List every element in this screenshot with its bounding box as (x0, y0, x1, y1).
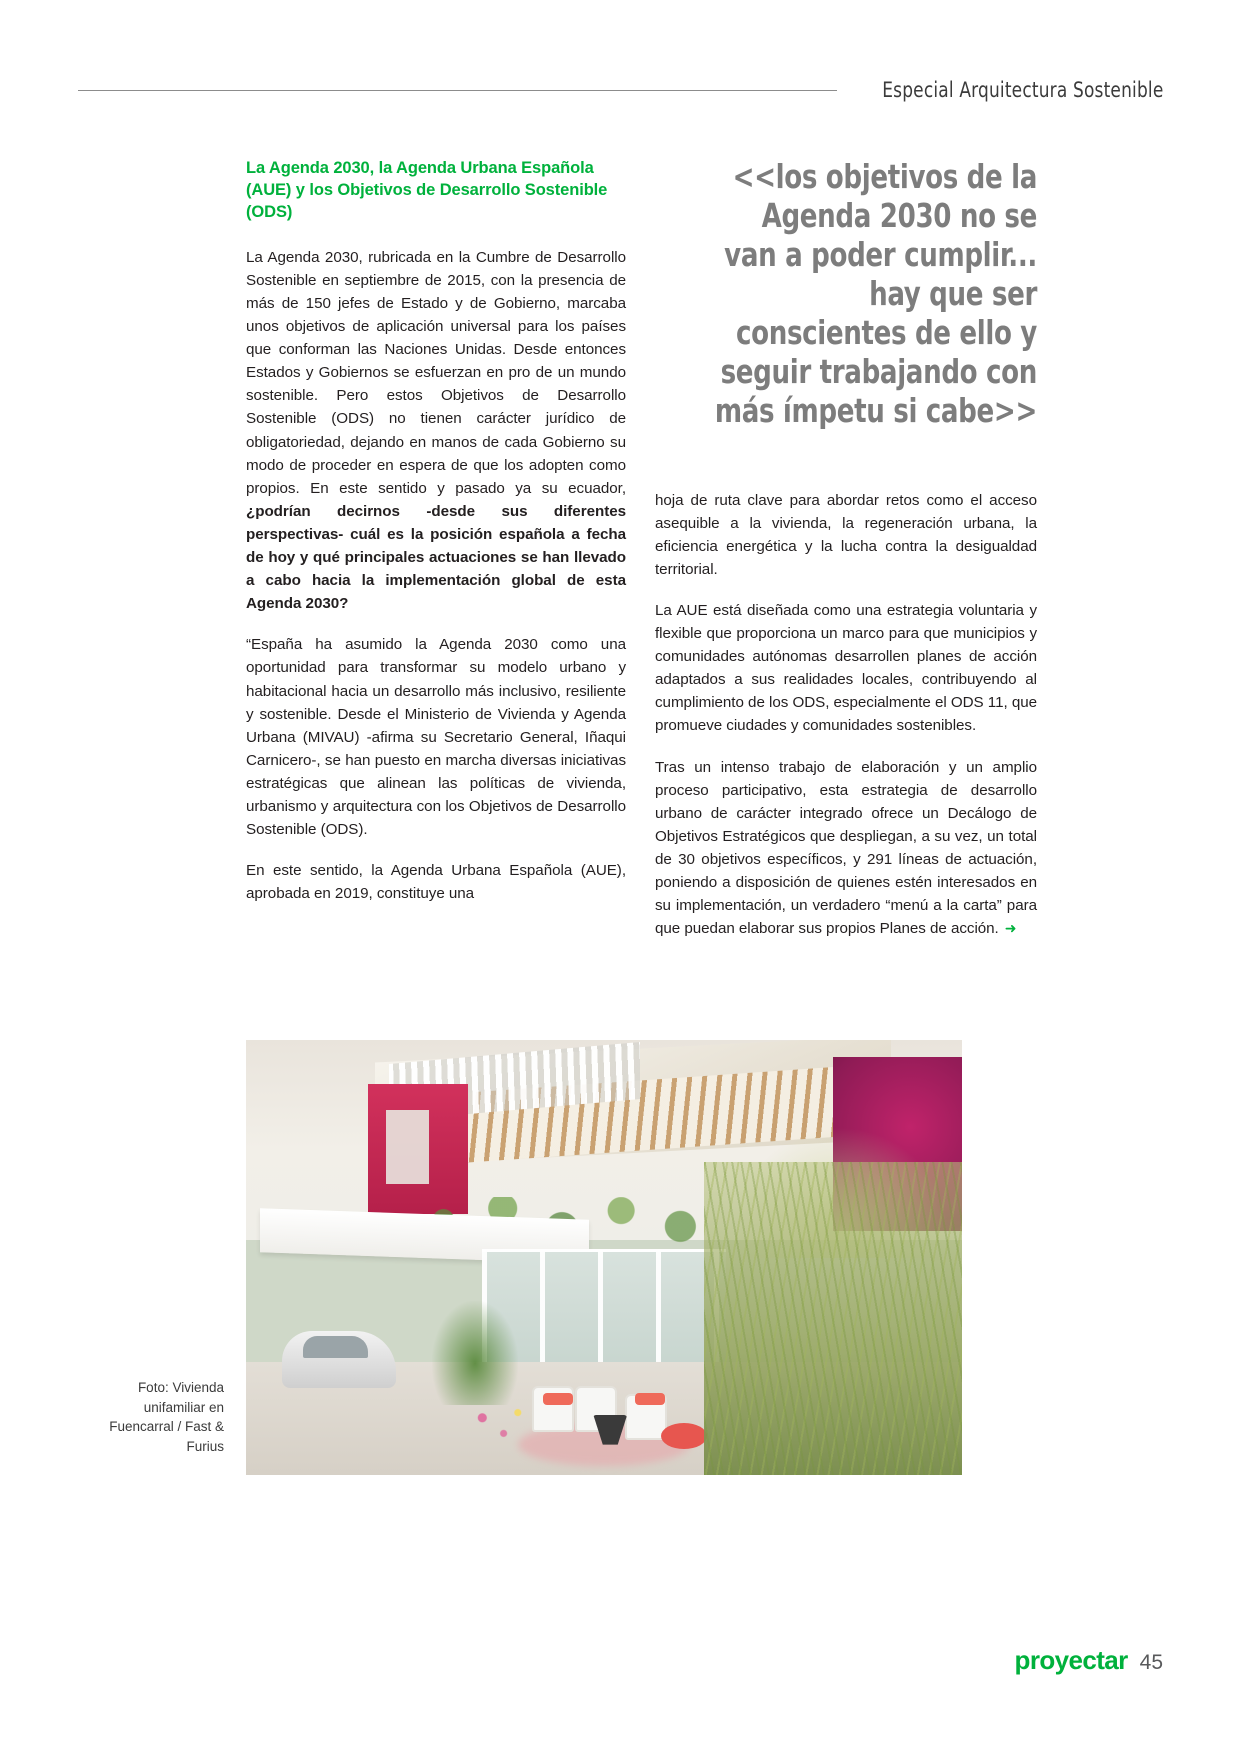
paragraph-answer-5 (655, 756, 1037, 941)
paragraph-question-text: La Agenda 2030, rubricada en la Cumbre de Desarrollo Sostenible en septiembre de 2015, con la presencia de más de 150 jefes de Estado y de Gobierno, marcaba unos objetivos de aplicación universal para los países que conforman las Naciones Unidas. Desde entonces Estados y Gobiernos se esfuerzan en pro de un mundo sostenible. Pero estos Objetivos de Desarrollo Sostenible (ODS) no tienen carácter jurídico de obligatoriedad, dejando en manos de cada Gobierno su modo de proceder en espera de que los adopten como propios. En este sentido y pasado ya su ecuador, (246, 248, 626, 497)
photo-ornamental-grasses (704, 1162, 962, 1475)
section-title: Especial Arquitectura Sostenible (881, 78, 1163, 102)
paragraph-question-highlight: ¿podrían decirnos -desde sus diferentes perspectivas- cuál es la posición española a fecha de hoy y qué principales actuaciones se han llevado a cabo hacia la implementación global de esta Agenda 2030? (246, 502, 626, 613)
page-number: 45 (1139, 1651, 1163, 1674)
photo-car-window (303, 1336, 367, 1358)
article-photo (246, 1040, 962, 1475)
right-column (655, 158, 1037, 940)
photo-cushion (543, 1393, 573, 1405)
paragraph-question (246, 246, 626, 616)
photo-illustration (246, 1040, 962, 1475)
page-header (78, 78, 1163, 102)
photo-shrub (432, 1301, 518, 1405)
photo-red-wall-window (386, 1110, 429, 1184)
paragraph-answer-1: “España ha asumido la Agenda 2030 como una oportunidad para transformar su modelo urbano y habitacional hacia un desarrollo más inclusivo, resiliente y sostenible. Desde el Ministerio de Vivienda y Agenda Urbana (MIVAU) -afirma su Secretario General, Iñaqui Carnicero-, se han puesto en marcha diversas iniciativas estratégicas que alinean las políticas de vivienda, urbanismo y arquitectura con los Objetivos de Desarrollo Sostenible (ODS). (246, 636, 626, 839)
continue-arrow-icon: ➜ (1004, 920, 1017, 937)
photo-chair (532, 1386, 574, 1432)
paragraph-answer-2: En este sentido, la Agenda Urbana Española (AUE), aprobada en 2019, constituye una (246, 862, 626, 903)
left-column (246, 158, 626, 905)
paragraph-answer-3: hoja de ruta clave para abordar retos como el acceso asequible a la vivienda, la regeneración urbana, la eficiencia energética y la lucha contra la desigualdad territorial. (655, 491, 1037, 578)
photo-caption: Foto: Vivienda unifamiliar en Fuencarral / Fast & Furius (109, 1380, 224, 1454)
photo-flowers (461, 1397, 533, 1449)
paragraph-answer-4: La AUE está diseñada como una estrategia voluntaria y flexible que proporciona un marco para que municipios y comunidades autónomas desarrollen planes de acción adaptados a sus realidades locales, contribuyendo al cumplimiento de los ODS, especialmente el ODS 11, que promueve ciudades y comunidades sostenibles. (655, 601, 1038, 735)
article-lead-title: La Agenda 2030, la Agenda Urbana Española (AUE) y los Objetivos de Desarrollo Sostenible (ODS) (246, 159, 608, 221)
header-divider (78, 90, 837, 91)
page-footer (1015, 1645, 1163, 1676)
paragraph-answer-5-text: Tras un intenso trabajo de elaboración y un amplio proceso participativo, esta estrategia de desarrollo urbano de carácter integrado ofrece un Decálogo de Objetivos Estratégicos que despliegan, a su vez, un total de 30 objetivos específicos, y 291 líneas de actuación, poniendo a disposición de quienes estén interesados en su implementación, un verdadero “menú a la carta” para que puedan elaborar sus propios Planes de acción. (655, 758, 1037, 938)
magazine-brand: proyectar (1014, 1645, 1128, 1675)
pull-quote: <<los objetivos de la Agenda 2030 no se van a poder cumplir... hay que ser conscientes de ello y seguir trabajando con más ímpetu si cabe>> (714, 157, 1037, 430)
photo-pouf (661, 1423, 707, 1449)
photo-cushion (635, 1393, 665, 1405)
